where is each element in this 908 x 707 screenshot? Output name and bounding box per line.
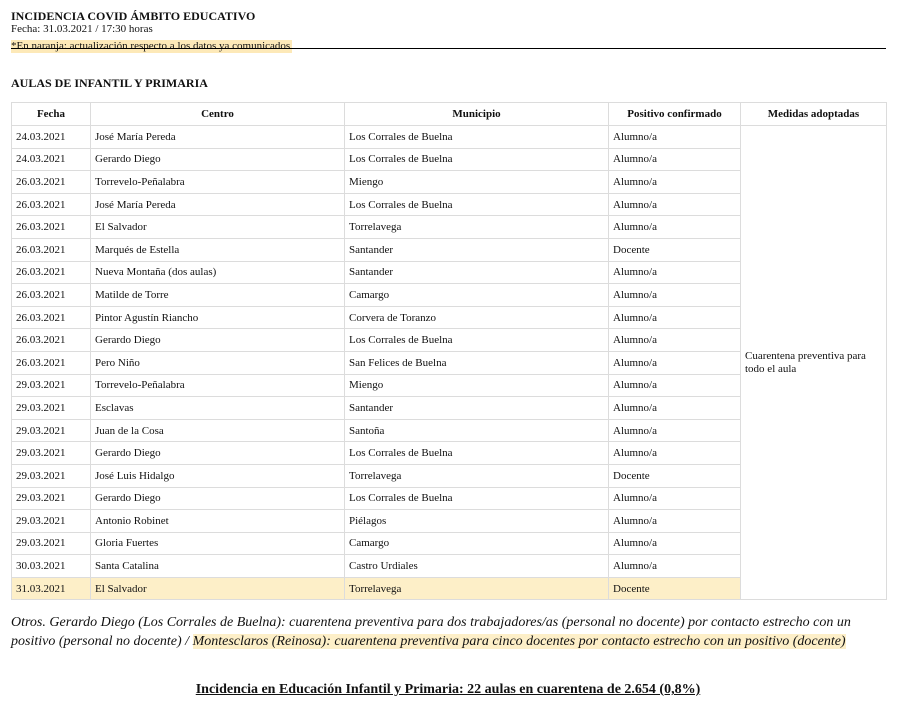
otros-highlighted-text: Montesclaros (Reinosa): cuarentena preventiva para cinco docentes por contacto estrecho con un positivo (docente) [192, 634, 846, 649]
cell-centro: Torrevelo-Peñalabra [91, 374, 345, 397]
cell-positivo: Alumno/a [609, 532, 741, 555]
cell-fecha: 26.03.2021 [12, 261, 91, 284]
cell-fecha: 24.03.2021 [12, 126, 91, 149]
cell-positivo: Docente [609, 577, 741, 600]
cell-fecha: 31.03.2021 [12, 577, 91, 600]
cell-centro: José María Pereda [91, 126, 345, 149]
cell-municipio: Miengo [345, 374, 609, 397]
cell-positivo: Alumno/a [609, 171, 741, 194]
otros-text: Otros. Gerardo Diego (Los Corrales de Buelna): cuarentena preventiva para dos trabajadores/as (personal no docente) por contacto estrecho con un positivo (personal no docente) / [11, 615, 851, 649]
cell-positivo: Alumno/a [609, 193, 741, 216]
cell-centro: José María Pereda [91, 193, 345, 216]
cell-centro: Juan de la Cosa [91, 419, 345, 442]
cell-centro: Gerardo Diego [91, 487, 345, 510]
cell-municipio: Torrelavega [345, 577, 609, 600]
cell-centro: José Luis Hidalgo [91, 464, 345, 487]
cell-fecha: 29.03.2021 [12, 532, 91, 555]
header-fecha: Fecha [12, 103, 91, 126]
cell-positivo: Alumno/a [609, 126, 741, 149]
cell-municipio: Los Corrales de Buelna [345, 193, 609, 216]
cell-fecha: 26.03.2021 [12, 171, 91, 194]
cell-positivo: Alumno/a [609, 216, 741, 239]
cell-positivo: Alumno/a [609, 284, 741, 307]
cell-municipio: Los Corrales de Buelna [345, 487, 609, 510]
cell-fecha: 26.03.2021 [12, 284, 91, 307]
cell-positivo: Docente [609, 464, 741, 487]
cell-fecha: 26.03.2021 [12, 306, 91, 329]
table-row [12, 126, 887, 149]
table-header-row [12, 103, 887, 126]
cell-municipio: San Felices de Buelna [345, 351, 609, 374]
cell-centro: Gerardo Diego [91, 148, 345, 171]
cell-fecha: 29.03.2021 [12, 397, 91, 420]
cell-municipio: Torrelavega [345, 464, 609, 487]
header-positivo: Positivo confirmado [609, 103, 741, 126]
cell-municipio: Santoña [345, 419, 609, 442]
incidence-summary: Incidencia en Educación Infantil y Primaria: 22 aulas en cuarentena de 2.654 (0,8%) [195, 682, 701, 697]
cell-centro: Antonio Robinet [91, 510, 345, 533]
header-municipio: Municipio [345, 103, 609, 126]
cell-centro: Torrevelo-Peñalabra [91, 171, 345, 194]
cell-fecha: 29.03.2021 [12, 374, 91, 397]
cell-municipio: Santander [345, 238, 609, 261]
cell-municipio: Camargo [345, 284, 609, 307]
cell-centro: Nueva Montaña (dos aulas) [91, 261, 345, 284]
cell-fecha: 29.03.2021 [12, 464, 91, 487]
cell-positivo: Alumno/a [609, 148, 741, 171]
cell-centro: Santa Catalina [91, 555, 345, 578]
cell-centro: Gloria Fuertes [91, 532, 345, 555]
cell-medidas: Cuarentena preventiva para todo el aula [741, 126, 887, 600]
cell-municipio: Los Corrales de Buelna [345, 329, 609, 352]
otros-paragraph [11, 613, 891, 651]
cell-centro: Esclavas [91, 397, 345, 420]
cell-fecha: 24.03.2021 [12, 148, 91, 171]
cell-fecha: 30.03.2021 [12, 555, 91, 578]
cell-fecha: 29.03.2021 [12, 419, 91, 442]
cell-centro: El Salvador [91, 577, 345, 600]
cell-municipio: Torrelavega [345, 216, 609, 239]
cell-centro: Matilde de Torre [91, 284, 345, 307]
aulas-table [11, 102, 887, 600]
document-date: Fecha: 31.03.2021 / 17:30 horas [11, 23, 153, 35]
cell-municipio: Los Corrales de Buelna [345, 126, 609, 149]
cell-fecha: 26.03.2021 [12, 238, 91, 261]
cell-fecha: 26.03.2021 [12, 351, 91, 374]
cell-positivo: Alumno/a [609, 374, 741, 397]
cell-fecha: 29.03.2021 [12, 442, 91, 465]
cell-centro: El Salvador [91, 216, 345, 239]
cell-fecha: 29.03.2021 [12, 510, 91, 533]
cell-fecha: 26.03.2021 [12, 329, 91, 352]
highlight-legend: *En naranja: actualización respecto a los datos ya comunicados [11, 40, 291, 52]
cell-positivo: Alumno/a [609, 261, 741, 284]
cell-centro: Pero Niño [91, 351, 345, 374]
cell-municipio: Castro Urdiales [345, 555, 609, 578]
cell-municipio: Piélagos [345, 510, 609, 533]
cell-positivo: Alumno/a [609, 329, 741, 352]
cell-positivo: Alumno/a [609, 487, 741, 510]
cell-positivo: Docente [609, 238, 741, 261]
cell-municipio: Santander [345, 397, 609, 420]
cell-positivo: Alumno/a [609, 306, 741, 329]
cell-centro: Marqués de Estella [91, 238, 345, 261]
cell-centro: Gerardo Diego [91, 442, 345, 465]
cell-positivo: Alumno/a [609, 510, 741, 533]
document-title: INCIDENCIA COVID ÁMBITO EDUCATIVO [11, 9, 256, 23]
cell-municipio: Los Corrales de Buelna [345, 148, 609, 171]
cell-positivo: Alumno/a [609, 351, 741, 374]
section-title: AULAS DE INFANTIL Y PRIMARIA [11, 76, 208, 90]
table-body [12, 126, 887, 600]
cell-municipio: Los Corrales de Buelna [345, 442, 609, 465]
cell-fecha: 26.03.2021 [12, 216, 91, 239]
cell-positivo: Alumno/a [609, 442, 741, 465]
header-centro: Centro [91, 103, 345, 126]
cell-municipio: Corvera de Toranzo [345, 306, 609, 329]
cell-positivo: Alumno/a [609, 555, 741, 578]
cell-fecha: 29.03.2021 [12, 487, 91, 510]
cell-centro: Gerardo Diego [91, 329, 345, 352]
cell-municipio: Miengo [345, 171, 609, 194]
cell-positivo: Alumno/a [609, 397, 741, 420]
cell-municipio: Santander [345, 261, 609, 284]
cell-fecha: 26.03.2021 [12, 193, 91, 216]
header-medidas: Medidas adoptadas [741, 103, 887, 126]
header-divider [11, 48, 886, 49]
cell-municipio: Camargo [345, 532, 609, 555]
cell-centro: Pintor Agustín Riancho [91, 306, 345, 329]
cell-positivo: Alumno/a [609, 419, 741, 442]
